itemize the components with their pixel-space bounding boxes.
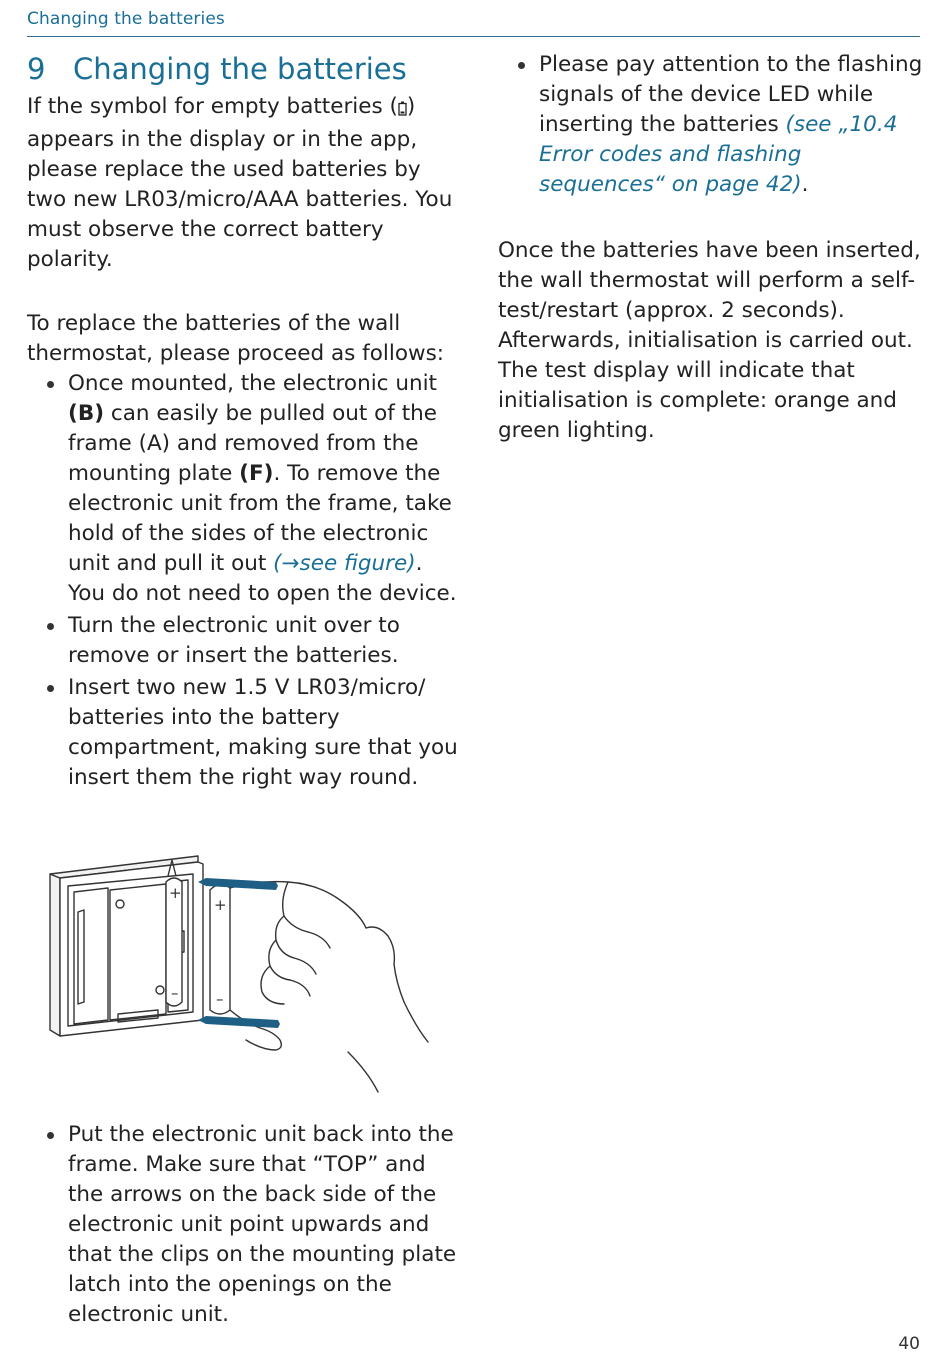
bullet-text: . You do not need to open the device.	[68, 551, 457, 606]
plus-sign-left: +	[169, 884, 182, 902]
spacer	[27, 275, 459, 309]
battery-replacement-figure	[48, 852, 438, 1102]
list-item: Turn the electronic unit over to remove or insert the batteries.	[27, 611, 459, 671]
bullet-text: .	[801, 172, 809, 197]
empty-battery-icon	[398, 95, 407, 125]
list-item	[27, 369, 459, 609]
procedure-list-right	[498, 50, 923, 200]
bullet-label-f: (F)	[239, 461, 274, 486]
bullet-text: Please pay attention to the flashing signals of the device LED while inserting the batteries	[539, 52, 923, 137]
left-column	[27, 50, 459, 1327]
figure-illustration	[48, 852, 438, 1102]
running-header: Changing the batteries	[27, 9, 225, 29]
minus-sign-left: –	[171, 984, 179, 1002]
page-number: 40	[898, 1334, 920, 1354]
bullet-text: . To remove the electronic unit from the frame, take hold of the sides of the electronic unit and pull it out	[68, 461, 452, 576]
intro-text-end: ) appears in the display or in the app, please replace the used batteries by two new LR03/micro/AAA batteries. You must observe the correct battery polarity.	[27, 94, 453, 272]
procedure-intro: To replace the batteries of the wall thermostat, please proceed as follows:	[27, 311, 445, 366]
error-codes-link[interactable]: (see „10.4 Error codes and flashing sequences“ on page 42)	[539, 112, 898, 197]
procedure-list-continued	[27, 1120, 459, 1332]
see-figure-link[interactable]: (→see figure)	[273, 551, 416, 576]
section-number: 9	[27, 52, 46, 86]
bullet-label-b: (B)	[68, 401, 105, 426]
intro-text-start: If the symbol for empty batteries (	[27, 94, 398, 119]
procedure-list	[27, 369, 459, 793]
list-item: Put the electronic unit back into the frame. Make sure that “TOP” and the arrows on the back side of the electronic unit point upwards and that the clips on the mounting plate latch into the openings on the electronic unit.	[27, 1120, 459, 1330]
closing-paragraph: Once the batteries have been inserted, the wall thermostat will perform a self-test/restart (approx. 2 seconds). Afterwards, initialisation is carried out. The test display will indicate that initialisation is complete: orange and green lighting.	[498, 238, 921, 443]
list-item: Insert two new 1.5 V LR03/micro/ batteries into the battery compartment, making sure that you insert them the right way round.	[27, 673, 459, 793]
header-rule	[27, 36, 920, 37]
plus-sign-right: +	[214, 896, 227, 914]
right-column	[498, 50, 923, 446]
intro-paragraph	[27, 92, 459, 275]
bullet-text: can easily be pulled out of the frame (A) and removed from the mounting plate	[68, 401, 437, 486]
section-heading	[27, 50, 459, 88]
bullet-text: Once mounted, the electronic unit	[68, 371, 437, 396]
list-item	[498, 50, 923, 200]
section-title: Changing the batteries	[73, 52, 407, 86]
spacer	[498, 202, 923, 236]
minus-sign-right: –	[216, 990, 224, 1008]
